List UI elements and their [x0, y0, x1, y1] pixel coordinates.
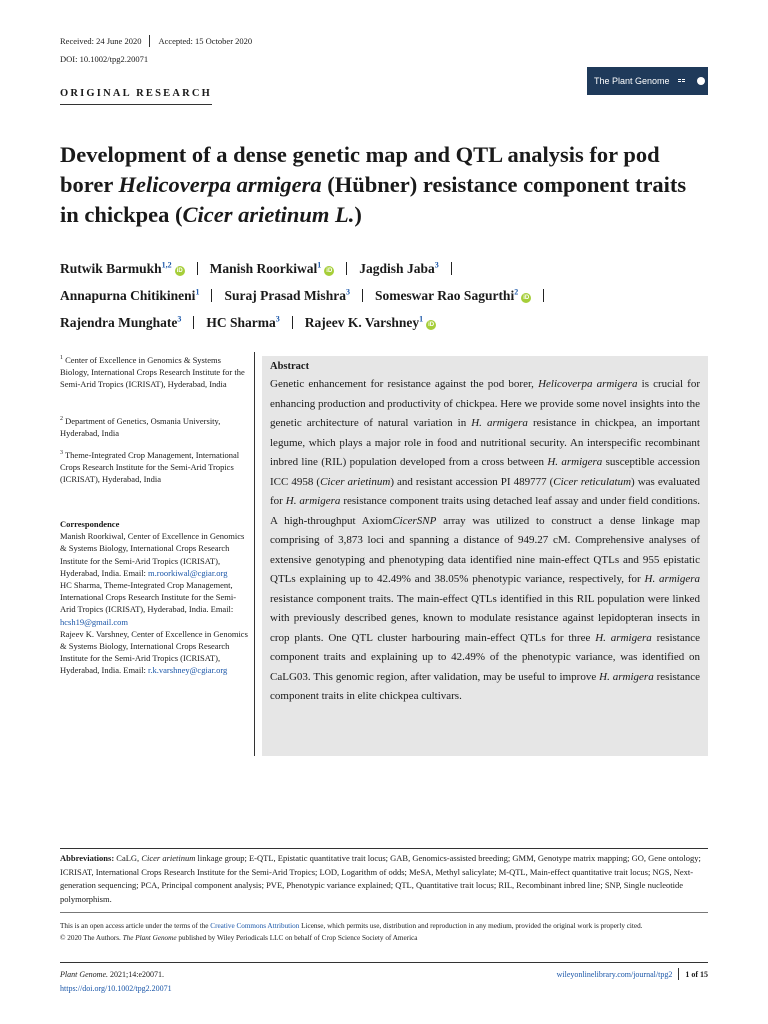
article-doi: DOI: 10.1002/tpg2.20071 — [60, 54, 149, 64]
affiliation: $^3$ Theme-Integrated Crop Management, International Crops Research Institute for the Semi-Arid Tropics (ICRISAT), Hyderabad, India — [60, 449, 240, 485]
license-notice: This is an open access article under the terms of the Creative Commons Attribution License, which permits use, distribution and reproduction in any medium, provided the original work is properly cited. © 2020 The Authors. The Plant Genome published by Wiley Periodicals LLC on behalf of Crop Science Society of America — [60, 920, 710, 944]
journal-site-link[interactable]: wileyonlinelibrary.com/journal/tpg2 — [556, 969, 673, 979]
copyright: © 2020 The Authors. The Plant Genome published by Wiley Periodicals LLC on behalf of Crop Science Society of America — [60, 934, 418, 942]
divider — [60, 912, 708, 913]
affiliation: $^1$ Center of Excellence in Genomics & Systems Biology, International Crops Research Institute for the Semi-Arid Tropics (ICRISAT), Hyderabad, India — [60, 354, 245, 390]
received-date: Received: 24 June 2020 — [60, 36, 142, 46]
email-link[interactable]: hcsh19@gmail.com — [60, 616, 129, 627]
page-number: 1 of 15 — [685, 969, 708, 979]
author[interactable]: Jagdish Jaba$^3$ — [359, 260, 439, 276]
abstract-box — [262, 356, 708, 756]
orcid-icon[interactable]: iD — [428, 321, 435, 328]
divider — [60, 962, 708, 963]
author[interactable]: Manish Roorkiwal$^1$iD — [209, 260, 333, 276]
orcid-icon[interactable]: iD — [176, 267, 183, 274]
article-title: Development of a dense genetic map and QTL analysis for pod borer Helicoverpa armigera (Hübner) resistance component traits in chickpea (Cicer arietinum L.) — [60, 142, 687, 227]
author[interactable]: Rajendra Munghate$^3$ — [60, 314, 182, 330]
footer-citation: Plant Genome. 2021;14:e20071. https://doi.org/10.1002/tpg2.20071 — [60, 968, 172, 996]
affiliation: $^2$ Department of Genetics, Osmania University, Hyderabad, India — [60, 415, 221, 439]
email-link[interactable]: m.roorkiwal@cgiar.org — [148, 567, 228, 578]
author[interactable]: Suraj Prasad Mishra$^3$ — [224, 287, 350, 303]
orcid-icon[interactable]: iD — [326, 267, 333, 274]
accepted-date: Accepted: 15 October 2020 — [158, 36, 253, 46]
author[interactable]: Rutwik Barmukh$^{1,2}$iD — [60, 260, 183, 276]
license-link[interactable]: Creative Commons Attribution — [210, 922, 300, 930]
correspondence-heading: Correspondence — [60, 519, 120, 529]
author[interactable]: Annapurna Chitikineni$^1$ — [60, 287, 200, 303]
correspondence-entry: Manish Roorkiwal, Center of Excellence in Genomics & Systems Biology, International Crops Research Institute for the Semi-Arid Tropics (ICRISAT), Hyderabad, India. Email: m.roorkiwal@cgiar.org — [60, 531, 245, 578]
orcid-icon[interactable]: iD — [523, 294, 530, 301]
footer-right — [557, 968, 708, 980]
author-list — [60, 253, 720, 334]
journal-badge[interactable] — [587, 67, 708, 95]
journal-badge-label: The Plant Genome — [594, 76, 670, 86]
email-link[interactable]: r.k.varshney@cgiar.org — [148, 665, 228, 676]
correspondence-entry: Rajeev K. Varshney, Center of Excellence in Genomics & Systems Biology, International Crops Research Institute for the Semi-Arid Tropics (ICRISAT), Hyderabad, India. Email: r.k.varshney@cgiar.org — [60, 628, 248, 676]
author[interactable]: Rajeev K. Varshney$^1$iD — [304, 314, 435, 330]
article-dates — [60, 35, 252, 47]
section-label: ORIGINAL RESEARCH — [60, 88, 212, 105]
correspondence-entry: HC Sharma, Theme-Integrated Crop Management, International Crops Research Institute for the Semi-Arid Tropics (ICRISAT), Hyderabad, India. Email: hcsh19@gmail.com — [60, 580, 237, 627]
doi-link[interactable]: https://doi.org/10.1002/tpg2.20071 — [60, 984, 172, 993]
divider — [60, 848, 708, 849]
abbreviations: Abbreviations: CaLG, Cicer arietinum linkage group; E-QTL, Epistatic quantitative trait locus; GAB, Genomics-assisted breeding; GMM, Genotype matrix mapping; GO, Gene ontology; ICRISAT, International Crops Research Institute for the Semi-Arid Tropics; LOD, Logarithm of odds; MeSA, Methyl salicylate; M-QTL, Main-effect quantitative trait locus; NGS, Next-generation sequencing; PCA, Principal component analysis; PVE, Phenotypic variance explained; QTL, Quantitative trait locus; RIL, Recombinant inbred line; SNP, Single nucleotide polymorphism. — [60, 853, 701, 904]
divider — [149, 35, 150, 47]
column-divider — [254, 352, 255, 756]
author[interactable]: Someswar Rao Sagurthi$^2$iD — [374, 287, 530, 303]
society-logo-icon — [678, 77, 705, 85]
abstract-text: Genetic enhancement for resistance against the pod borer, Helicoverpa armigera is crucial for enhancing production and productivity of chickpea. Here we provide some novel insights into the genetic architecture of natural variation in H. armigera resistance in chickpea, an important legume, which plays a major role in food and nutritional security. An interspecific recombinant inbred line (RIL) population developed from a cross between H. armigera susceptible accession ICC 4958 (Cicer arietinum) and resistant accession PI 489777 (Cicer reticulatum) was evaluated for H. armigera resistance component traits using detached leaf assay and under field conditions. A high-throughput AxiomCicerSNP array was utilized to construct a dense linkage map comprising of 3,873 loci and spanning a distance of 949.27 cM. Comprehensive analyses of extensive genotyping and phenotyping data identified nine main-effect QTLs and 955 epistatic QTLs explaining up to 42.49% and 38.05% phenotypic variance, respectively, for H. armigera resistance component traits. The main-effect QTLs identified in this RIL population were linked with previously described genes, known to modulate resistance against lepidopteran insects in crop plants. One QTL cluster harbouring main-effect QTLs for three H. armigera resistance component traits and explaining up to 42.49% of the phenotypic variance, was identified on CaLG03. This genomic region, after validation, may be useful to improve H. armigera resistance component traits in elite chickpea cultivars. — [270, 378, 701, 702]
abstract-heading: Abstract — [270, 361, 310, 372]
author[interactable]: HC Sharma$^3$ — [206, 314, 280, 330]
correspondence — [60, 518, 248, 677]
